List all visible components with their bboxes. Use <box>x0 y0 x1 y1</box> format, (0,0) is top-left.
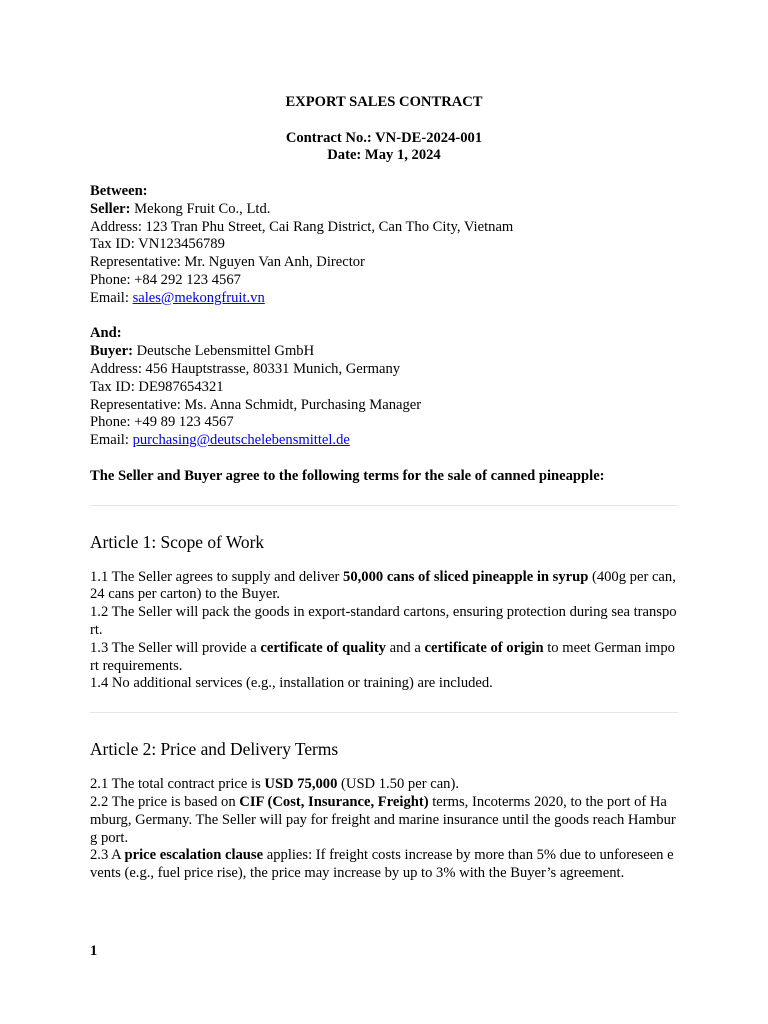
buyer-phone: Phone: +49 89 123 4567 <box>90 414 234 431</box>
section-divider <box>90 505 678 506</box>
seller-address: Address: 123 Tran Phu Street, Cai Rang District, Can Tho City, Vietnam <box>90 218 514 235</box>
buyer-label: Buyer: <box>90 343 133 360</box>
buyer-email-link[interactable]: purchasing@deutschelebensmittel.de <box>132 432 350 449</box>
buyer-block <box>90 325 678 450</box>
seller-email-link[interactable]: sales@mekongfruit.vn <box>132 289 265 306</box>
article-2-body <box>90 776 678 883</box>
buyer-email-label: Email: <box>90 432 133 449</box>
clause-1-3: 1.3 The Seller will provide a certificate of quality and a certificate of origin to meet German import requirements. <box>90 639 675 674</box>
clause-2-3: 2.3 A price escalation clause applies: If freight costs increase by more than 5% due to unforeseen events (e.g., fuel price rise), the price may increase by up to 3% with the Buyer’s agreement. <box>90 847 674 882</box>
seller-intro: Between: <box>90 182 148 199</box>
contract-number: Contract No.: VN-DE-2024-001 <box>285 129 483 146</box>
article-1-heading: Article 1: Scope of Work <box>90 531 265 552</box>
clause-1-2: 1.2 The Seller will pack the goods in export-standard cartons, ensuring protection during sea transport. <box>90 604 677 638</box>
buyer-address: Address: 456 Hauptstrasse, 80331 Munich, Germany <box>90 360 401 377</box>
clause-2-2: 2.2 The price is based on CIF (Cost, Insurance, Freight) terms, Incoterms 2020, to the port of Hamburg, Germany. The Seller will pay for freight and marine insurance until the goods reach Hamburg port. <box>90 793 676 846</box>
contract-page <box>90 94 678 883</box>
seller-tax-id: Tax ID: VN123456789 <box>90 236 225 253</box>
seller-phone: Phone: +84 292 123 4567 <box>90 271 241 288</box>
buyer-name-line <box>90 343 678 361</box>
contract-date: Date: May 1, 2024 <box>327 147 441 164</box>
clause-2-1: 2.1 The total contract price is USD 75,000 (USD 1.50 per can). <box>90 776 459 793</box>
buyer-tax-id: Tax ID: DE987654321 <box>90 378 224 395</box>
buyer-email-line <box>90 432 678 450</box>
seller-email-label: Email: <box>90 289 133 306</box>
clause-1-1: 1.1 The Seller agrees to supply and deliver 50,000 cans of sliced pineapple in syrup (400g per can, 24 cans per carton) to the Buyer. <box>90 568 676 603</box>
buyer-name: Deutsche Lebensmittel GmbH <box>132 343 315 360</box>
agreement-statement: The Seller and Buyer agree to the following terms for the sale of canned pineapple: <box>90 467 605 484</box>
article-1-body <box>90 569 678 694</box>
buyer-representative: Representative: Ms. Anna Schmidt, Purchasing Manager <box>90 396 422 413</box>
section-divider <box>90 712 678 713</box>
buyer-intro: And: <box>90 325 122 342</box>
page-number: 1 <box>90 943 98 959</box>
contract-title: EXPORT SALES CONTRACT <box>285 94 483 110</box>
seller-email-line <box>90 290 678 308</box>
seller-name: Mekong Fruit Co., Ltd. <box>130 200 271 217</box>
seller-representative: Representative: Mr. Nguyen Van Anh, Director <box>90 254 365 271</box>
clause-1-4: 1.4 No additional services (e.g., installation or training) are included. <box>90 675 493 692</box>
article-2-heading: Article 2: Price and Delivery Terms <box>90 739 339 760</box>
seller-block <box>90 183 678 308</box>
contract-meta <box>90 130 678 166</box>
seller-label: Seller: <box>90 200 131 217</box>
seller-name-line <box>90 201 678 219</box>
